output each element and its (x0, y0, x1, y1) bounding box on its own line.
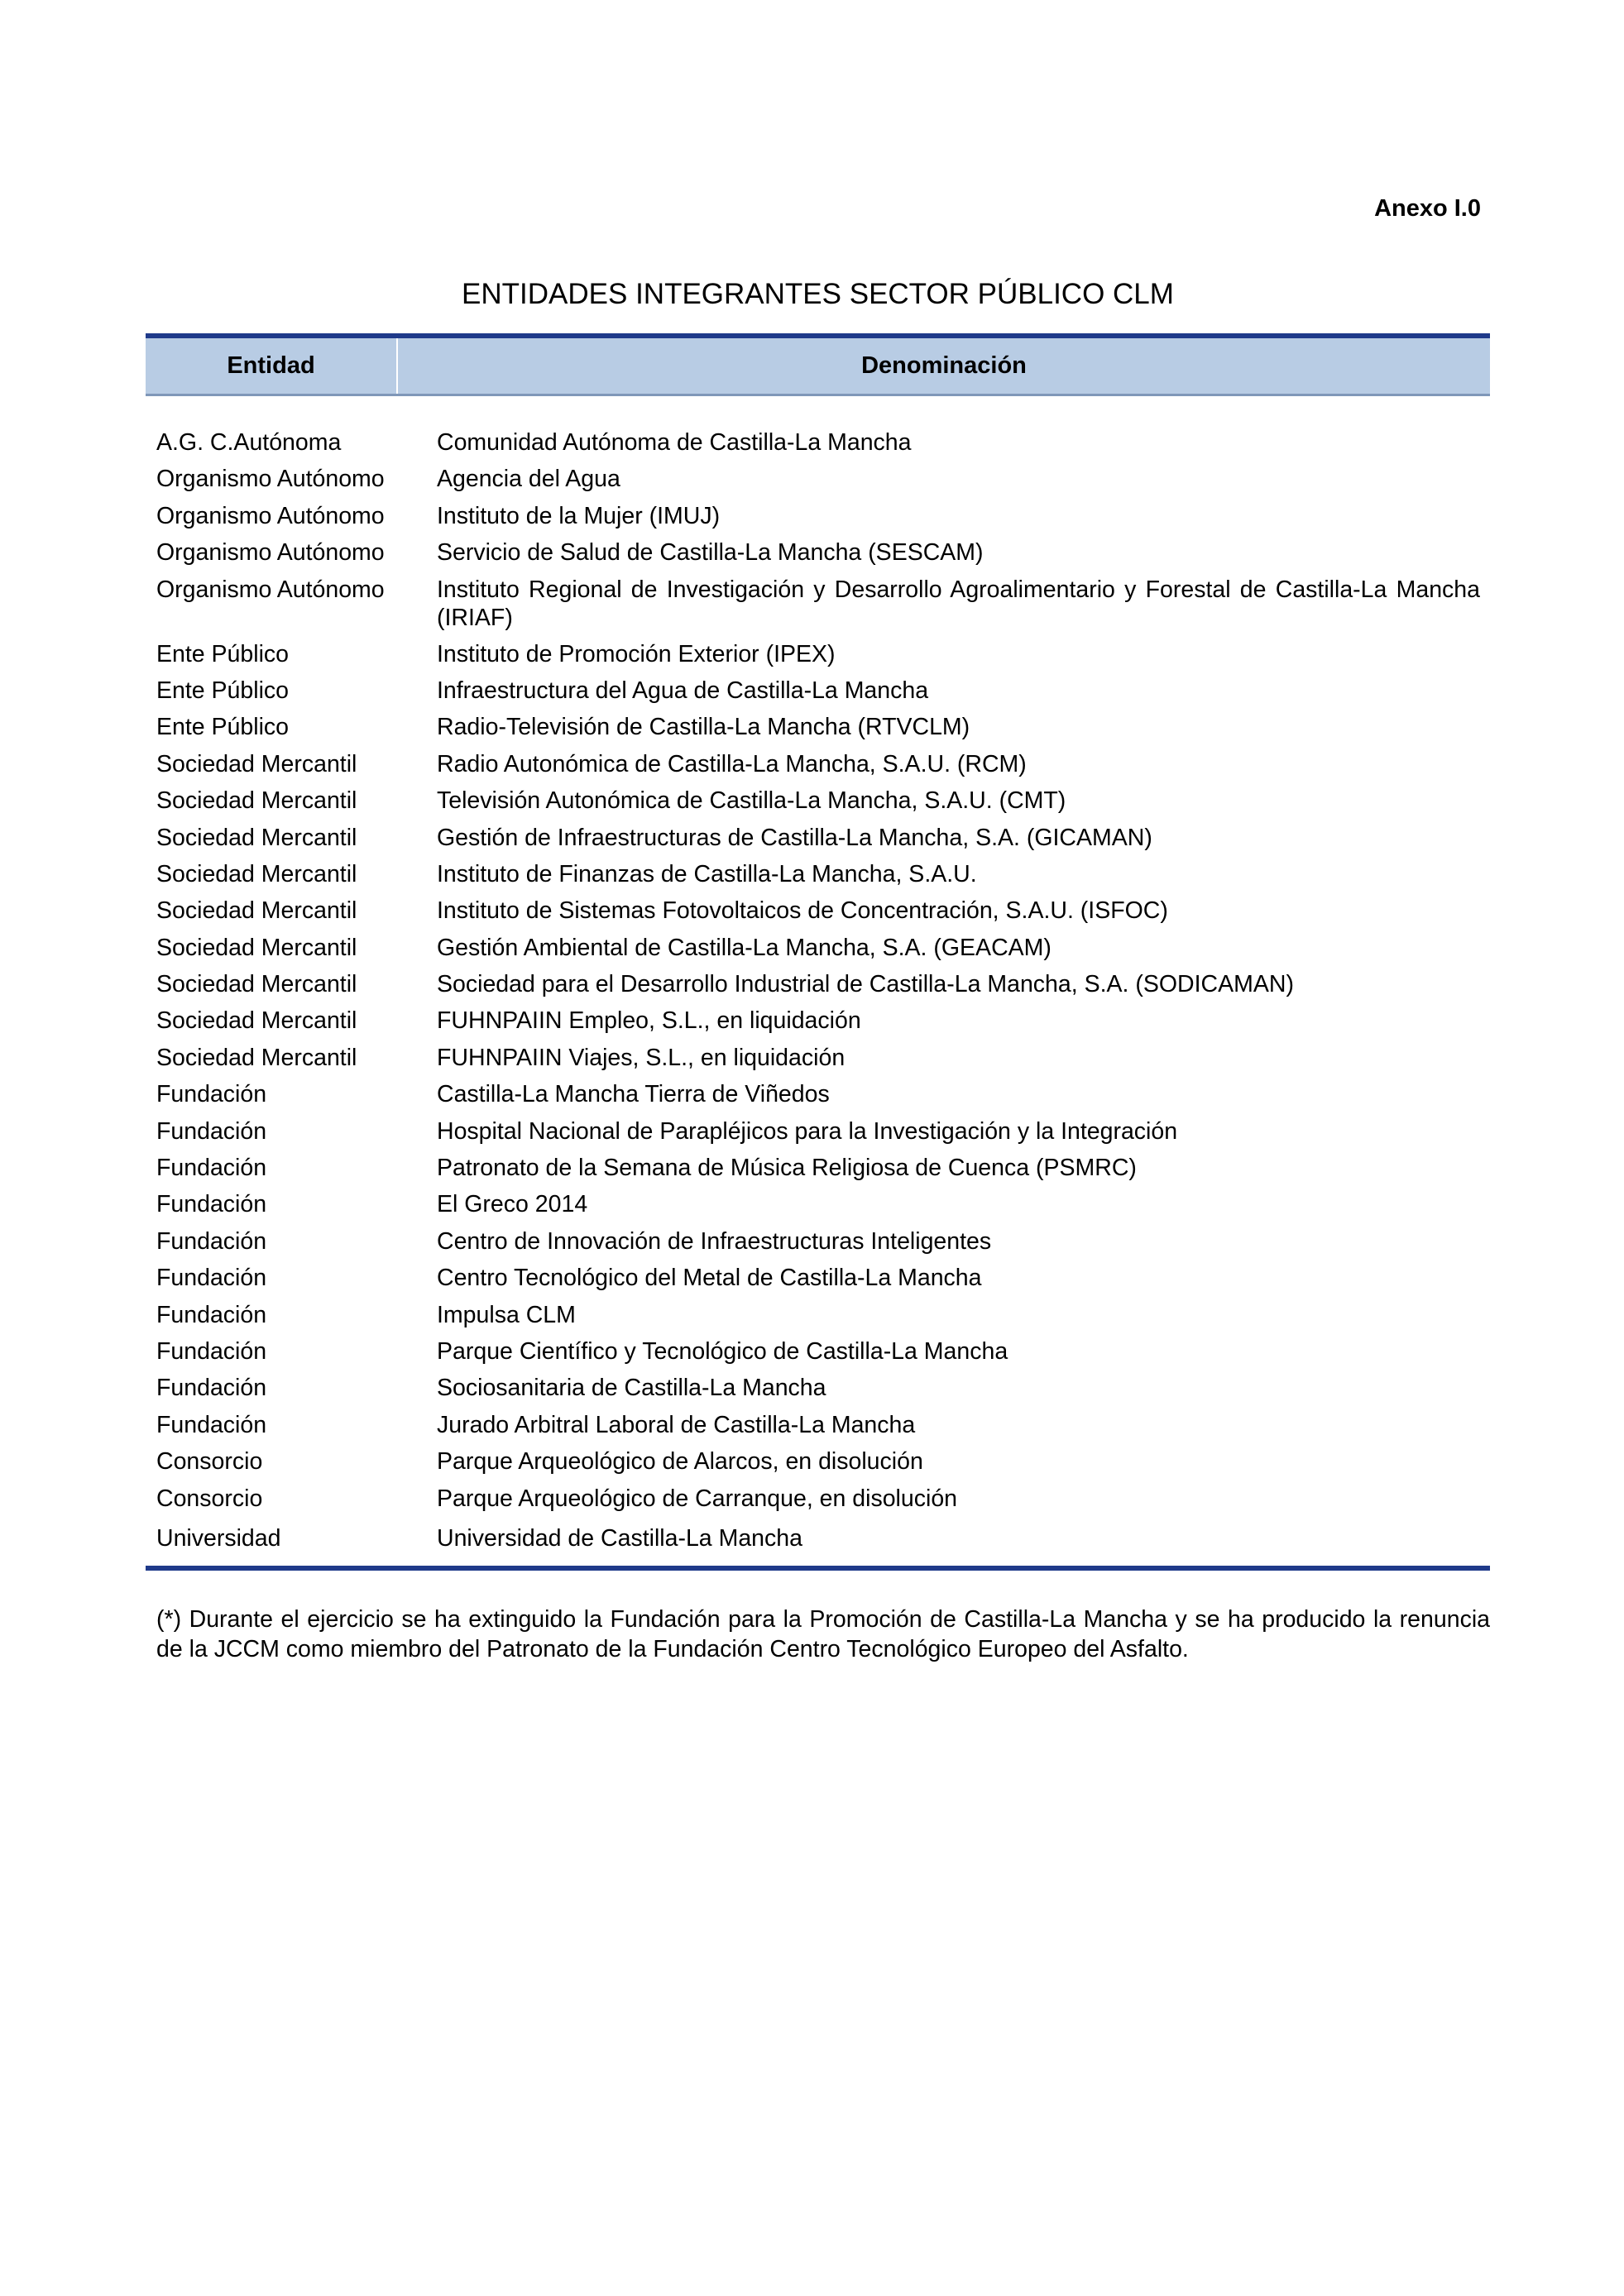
table-row (146, 787, 1490, 823)
table-row (146, 1227, 1490, 1264)
table-row (146, 1337, 1490, 1374)
table-row (146, 1374, 1490, 1410)
cell-denominacion: El Greco 2014 (437, 1191, 588, 1218)
cell-entidad: Sociedad Mercantil (156, 860, 357, 887)
footnote: (*) Durante el ejercicio se ha extinguido la Fundación para la Promoción de Castilla-La Mancha y se ha producido la renuncia de la JCCM como miembro del Patronato de la Fundación Centro Tecnológico Europeo del Asfalto. (156, 1606, 1490, 1662)
cell-denominacion: Infraestructura del Agua de Castilla-La Mancha (437, 677, 929, 704)
cell-denominacion: Patronato de la Semana de Música Religiosa de Cuenca (PSMRC) (437, 1155, 1137, 1182)
cell-entidad: Universidad (156, 1524, 281, 1552)
table-row (146, 1521, 1490, 1564)
page-title: ENTIDADES INTEGRANTES SECTOR PÚBLICO CLM (462, 278, 1174, 310)
cell-entidad: Fundación (156, 1375, 267, 1402)
table-row (146, 1154, 1490, 1190)
cell-denominacion: Instituto de la Mujer (IMUJ) (437, 502, 721, 529)
cell-entidad: Ente Público (156, 677, 290, 704)
table-row (146, 1447, 1490, 1484)
cell-entidad: Organismo Autónomo (156, 502, 385, 529)
table-row (146, 576, 1490, 640)
cell-entidad: Fundación (156, 1227, 267, 1255)
cell-entidad: Consorcio (156, 1448, 263, 1476)
annex-label: Anexo I.0 (1374, 195, 1481, 222)
table-row (146, 538, 1490, 575)
cell-entidad: Fundación (156, 1265, 267, 1292)
table-row (146, 1044, 1490, 1080)
table-row (146, 1190, 1490, 1227)
table-row (146, 1117, 1490, 1154)
cell-entidad: Fundación (156, 1081, 267, 1108)
column-header-entidad: Entidad (146, 338, 398, 394)
cell-entidad: Fundación (156, 1191, 267, 1218)
cell-entidad: Fundación (156, 1117, 267, 1145)
table-row (146, 502, 1490, 538)
cell-denominacion: Centro de Innovación de Infraestructuras Inteligentes (437, 1227, 992, 1255)
cell-entidad: Sociedad Mercantil (156, 750, 357, 777)
cell-entidad: Ente Público (156, 714, 290, 741)
table-row (146, 970, 1490, 1007)
cell-entidad: Organismo Autónomo (156, 539, 385, 567)
cell-denominacion: Radio-Televisión de Castilla-La Mancha (RTVCLM) (437, 714, 970, 741)
cell-denominacion: Sociosanitaria de Castilla-La Mancha (437, 1375, 826, 1402)
cell-denominacion: Castilla-La Mancha Tierra de Viñedos (437, 1081, 830, 1108)
cell-denominacion: Centro Tecnológico del Metal de Castilla-La Mancha (437, 1265, 982, 1292)
cell-denominacion: Jurado Arbitral Laboral de Castilla-La Mancha (437, 1411, 916, 1438)
table-row (146, 934, 1490, 970)
table-row (146, 640, 1490, 677)
table-row (146, 1301, 1490, 1337)
table-row (146, 428, 1490, 465)
table-row (146, 750, 1490, 787)
cell-entidad: Ente Público (156, 640, 290, 667)
cell-denominacion: Radio Autonómica de Castilla-La Mancha, S.A.U. (RCM) (437, 750, 1027, 777)
column-header-denominacion: Denominación (861, 352, 1027, 379)
cell-entidad: Fundación (156, 1155, 267, 1182)
cell-denominacion: Sociedad para el Desarrollo Industrial de Castilla-La Mancha, S.A. (SODICAMAN) (437, 971, 1294, 998)
table-row (146, 1080, 1490, 1117)
cell-denominacion: Parque Arqueológico de Alarcos, en disolución (437, 1448, 923, 1476)
cell-denominacion: Televisión Autonómica de Castilla-La Mancha, S.A.U. (CMT) (437, 787, 1066, 815)
cell-denominacion: Instituto de Finanzas de Castilla-La Mancha, S.A.U. (437, 860, 977, 887)
cell-entidad: Fundación (156, 1301, 267, 1328)
cell-entidad: Sociedad Mercantil (156, 824, 357, 851)
table-row (146, 824, 1490, 860)
cell-entidad: Fundación (156, 1337, 267, 1365)
cell-entidad: Sociedad Mercantil (156, 934, 357, 961)
table-row (146, 897, 1490, 933)
cell-denominacion: Universidad de Castilla-La Mancha (437, 1524, 802, 1552)
cell-entidad: Sociedad Mercantil (156, 897, 357, 925)
table-row (146, 713, 1490, 749)
cell-denominacion: Gestión de Infraestructuras de Castilla-La Mancha, S.A. (GICAMAN) (437, 824, 1152, 851)
cell-denominacion: Impulsa CLM (437, 1301, 576, 1328)
entities-table (146, 333, 1490, 1571)
cell-denominacion: FUHNPAIIN Viajes, S.L., en liquidación (437, 1044, 846, 1071)
cell-entidad: Sociedad Mercantil (156, 971, 357, 998)
cell-entidad: Sociedad Mercantil (156, 787, 357, 815)
cell-entidad: Sociedad Mercantil (156, 1007, 357, 1035)
cell-denominacion: Hospital Nacional de Parapléjicos para la Investigación y la Integración (437, 1117, 1178, 1145)
cell-entidad: Sociedad Mercantil (156, 1044, 357, 1071)
table-row (146, 465, 1490, 501)
table-row (146, 1485, 1490, 1521)
cell-denominacion: Parque Científico y Tecnológico de Castilla-La Mancha (437, 1337, 1008, 1365)
cell-denominacion: Instituto de Promoción Exterior (IPEX) (437, 640, 836, 667)
cell-denominacion: FUHNPAIIN Empleo, S.L., en liquidación (437, 1007, 861, 1035)
table-row (146, 1411, 1490, 1447)
cell-denominacion: Instituto Regional de Investigación y Desarrollo Agroalimentario y Forestal de Castilla-La Mancha (IRIAF) (437, 576, 1480, 631)
cell-denominacion: Comunidad Autónoma de Castilla-La Mancha (437, 429, 912, 456)
table-header (146, 333, 1490, 396)
table-row (146, 1007, 1490, 1043)
cell-denominacion: Instituto de Sistemas Fotovoltaicos de Concentración, S.A.U. (ISFOC) (437, 897, 1168, 925)
cell-entidad: A.G. C.Autónoma (156, 429, 342, 456)
table-row (146, 677, 1490, 713)
cell-denominacion: Parque Arqueológico de Carranque, en disolución (437, 1485, 958, 1512)
table-row (146, 860, 1490, 897)
cell-denominacion: Gestión Ambiental de Castilla-La Mancha, S.A. (GEACAM) (437, 934, 1052, 961)
cell-denominacion: Servicio de Salud de Castilla-La Mancha (SESCAM) (437, 539, 984, 567)
cell-entidad: Organismo Autónomo (156, 576, 385, 603)
table-body (146, 396, 1490, 1564)
cell-entidad: Organismo Autónomo (156, 466, 385, 493)
cell-entidad: Fundación (156, 1411, 267, 1438)
table-row (146, 1264, 1490, 1300)
cell-denominacion: Agencia del Agua (437, 466, 620, 493)
cell-entidad: Consorcio (156, 1485, 263, 1512)
table-bottom-rule (146, 1566, 1490, 1571)
